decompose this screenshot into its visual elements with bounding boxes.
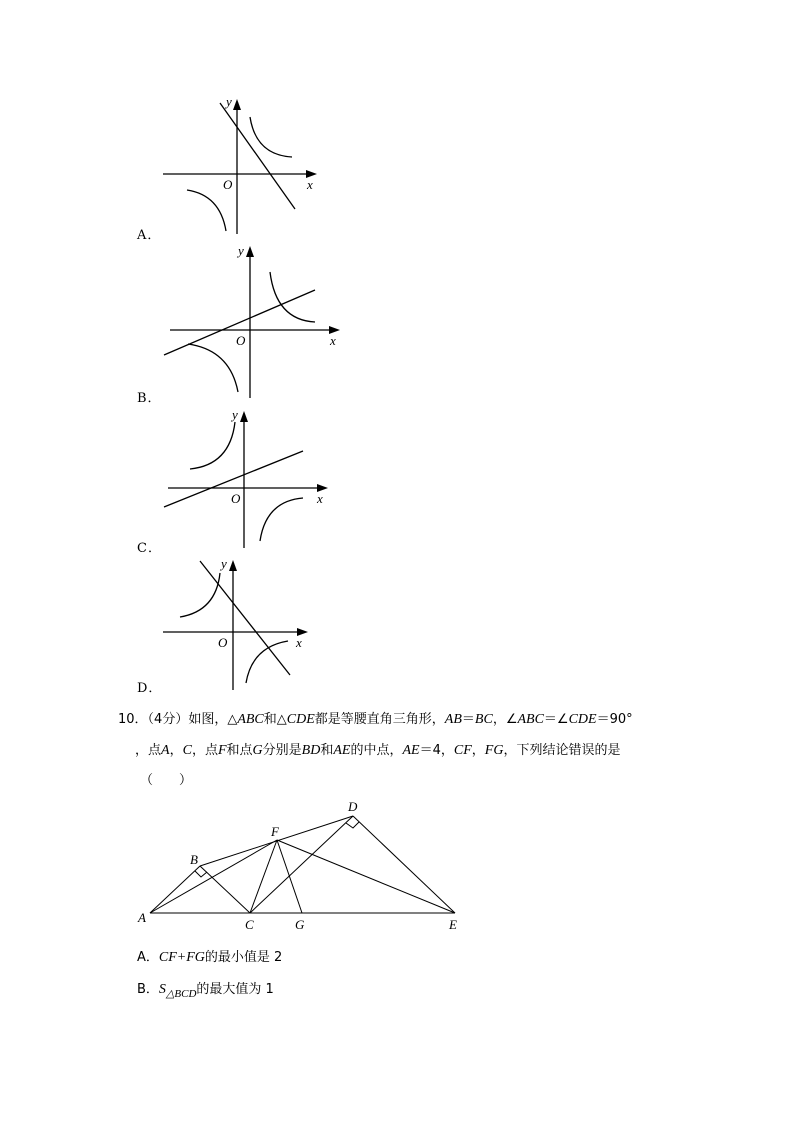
question-score: （4分） — [147, 712, 189, 727]
y-axis-label: y — [221, 556, 227, 571]
point-label-E: E — [449, 917, 457, 932]
math-term: C — [182, 743, 192, 758]
option-c-label: C． — [137, 541, 162, 556]
text-fragment: ＝∠ — [543, 712, 569, 727]
math-term: ABC — [237, 712, 264, 727]
text-fragment: 的中点， — [350, 743, 403, 758]
point-label-D: D — [348, 799, 358, 814]
origin-label: O — [231, 491, 241, 506]
segment-AB — [150, 866, 200, 913]
option-b-label: B． — [137, 391, 162, 406]
y-axis-label: y — [232, 407, 238, 422]
text-fragment: ，下列结论错误的是 — [503, 743, 621, 758]
point-label-C: C — [245, 917, 254, 932]
text-fragment: 和点 — [226, 743, 253, 758]
math-term: A — [161, 743, 170, 758]
segment-AF — [150, 840, 277, 913]
option-label: B． — [137, 982, 159, 997]
point-label-F: F — [271, 824, 279, 839]
text-fragment: 和△ — [263, 712, 287, 727]
segment-DE — [353, 816, 455, 913]
option-d-label: D． — [137, 681, 163, 696]
origin-label: O — [223, 177, 233, 192]
math-term: FG — [484, 743, 504, 758]
x-axis-label: x — [330, 333, 336, 348]
origin-label: O — [236, 333, 246, 348]
q10-option-b — [137, 978, 274, 1000]
point-label-A: A — [138, 910, 146, 925]
math-term: S — [158, 982, 166, 997]
text-fragment: 分别是 — [262, 743, 302, 758]
x-axis-label: x — [296, 635, 302, 650]
text-fragment: ＝4， — [419, 743, 454, 758]
math-term: F — [217, 743, 227, 758]
option-label: A． — [137, 950, 159, 965]
text-fragment: ， — [169, 743, 183, 758]
math-term: ABC — [517, 712, 544, 727]
math-term: AE — [333, 743, 351, 758]
right-angle-mark-D — [346, 822, 359, 828]
segment-FG — [277, 840, 302, 913]
text-fragment: ，点 — [135, 743, 162, 758]
point-label-B: B — [190, 852, 198, 867]
text-fragment: ，点 — [191, 743, 218, 758]
text-fragment: ＝ — [461, 712, 475, 727]
segment-FE — [277, 840, 455, 913]
math-term: AE — [402, 743, 420, 758]
math-term: CF — [453, 743, 472, 758]
x-axis-label: x — [317, 491, 323, 506]
math-term: BC — [474, 712, 493, 727]
math-term: BD — [301, 743, 321, 758]
text-fragment: 和 — [320, 743, 334, 758]
text-fragment: 如图，△ — [188, 712, 238, 727]
option-a-label: A． — [137, 228, 162, 243]
math-term: AB — [444, 712, 462, 727]
right-angle-mark-B — [195, 871, 207, 877]
math-term: CDE — [286, 712, 315, 727]
point-label-G: G — [295, 917, 305, 932]
origin-label: O — [218, 635, 228, 650]
math-term: G — [252, 743, 263, 758]
answer-paren: （ ） — [140, 773, 193, 788]
text-fragment: ＝90° — [596, 712, 633, 727]
option-text: 的最小值是 2 — [204, 950, 283, 965]
math-term: CDE — [568, 712, 597, 727]
math-subscript: △BCD — [165, 987, 197, 1000]
text-fragment: 都是等腰直角三角形， — [314, 712, 445, 727]
y-axis-label: y — [238, 243, 244, 258]
x-axis-label: x — [307, 177, 313, 192]
segment-CF — [250, 840, 277, 913]
y-axis-label: y — [226, 94, 232, 109]
question-number: 10． — [118, 712, 148, 727]
text-fragment: ，∠ — [492, 712, 518, 727]
q10-option-a — [137, 946, 282, 966]
text-fragment: ， — [471, 743, 485, 758]
segment-BC — [200, 866, 250, 913]
option-text: 的最大值为 1 — [196, 982, 274, 997]
math-term: CF+FG — [158, 950, 205, 965]
